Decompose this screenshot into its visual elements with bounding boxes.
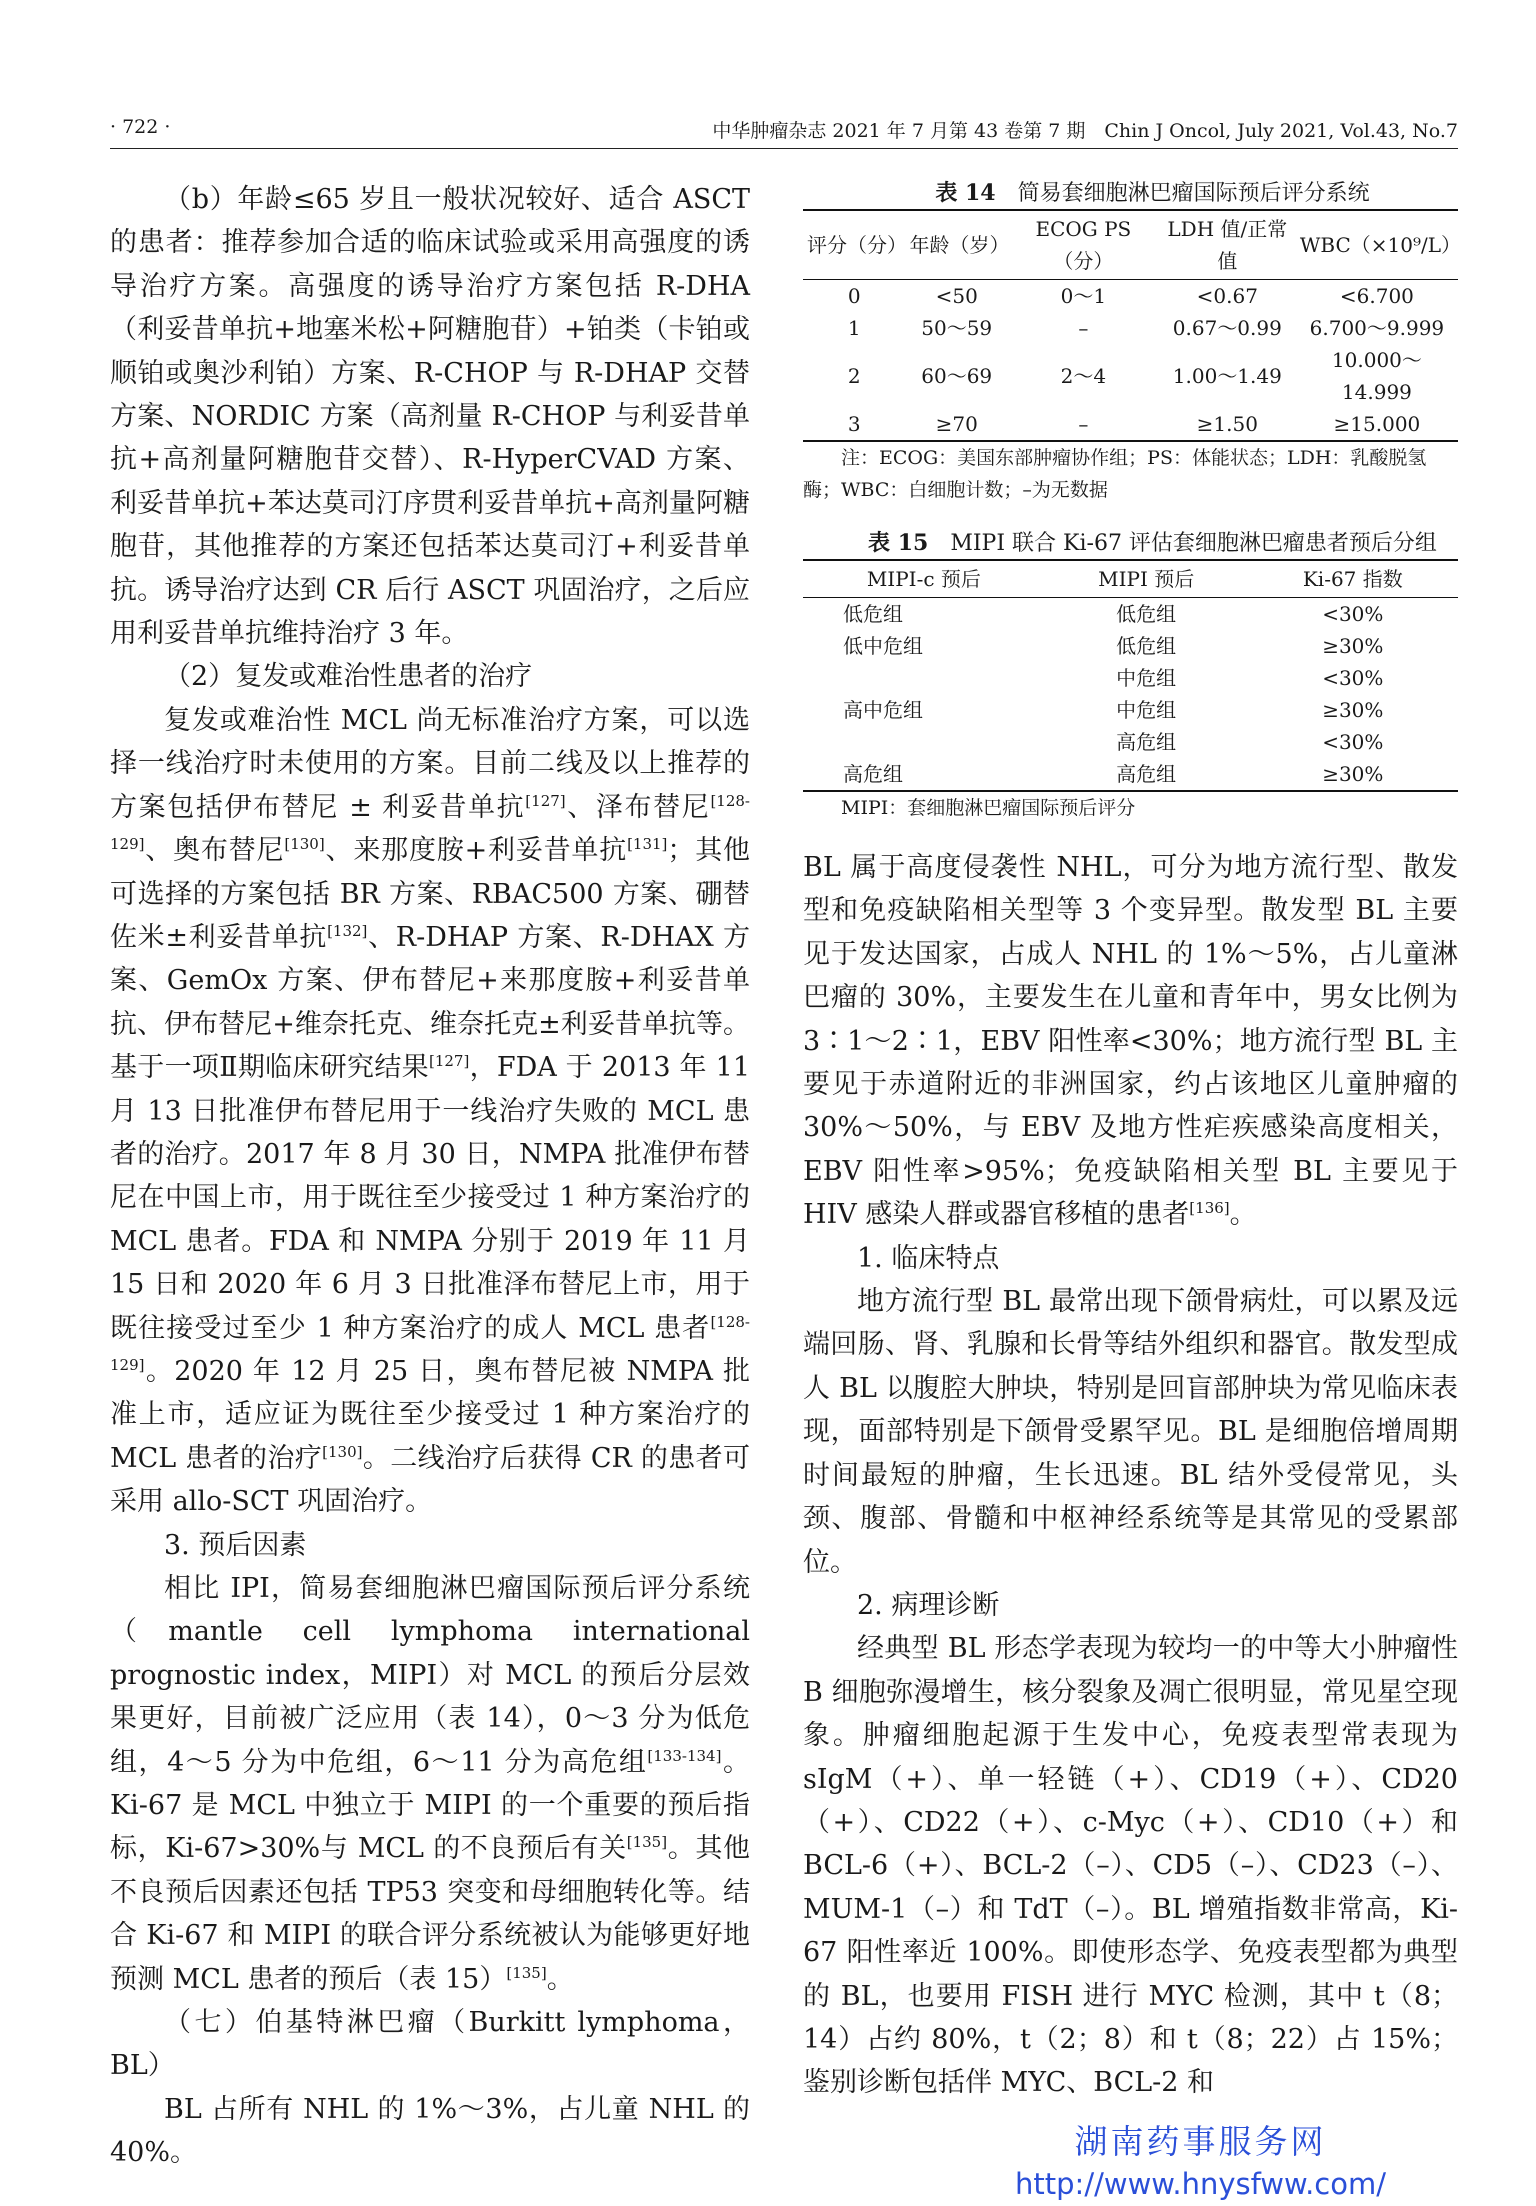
watermark bbox=[1015, 2116, 1386, 2201]
citation: [131] bbox=[627, 835, 668, 854]
paragraph: 经典型 BL 形态学表现为较均一的中等大小肿瘤性 B 细胞弥漫增生，核分裂象及凋亡很明显，常见星空现象。肿瘤细胞起源于生发中心，免疫表型常表现为 sIgM（+）、单一轻链（+）、CD19（+）、CD20（+）、CD22（+）、c-Myc（+）、CD10（+）和 BCL-6（+）、BCL-2（–）、CD5（–）、CD23（–）、MUM-1（–）和 TdT（–）。BL 增殖指数非常高，Ki-67 阳性率近 100%。即使形态学、免疫表型都为典型的 BL，也要用 FISH 进行 MYC 检测，其中 t（8；14）占约 80%，t（2；8）和 t（8；22）占 15%；鉴别诊断包括伴 MYC、BCL-2 和 bbox=[803, 1633, 1458, 2099]
journal-citation: 中华肿瘤杂志 2021 年 7 月第 43 卷第 7 期 Chin J Oncol, July 2021, Vol.43, No.7 bbox=[712, 120, 1458, 142]
page-header bbox=[110, 108, 1458, 149]
watermark-name: 湖南药事服务网 bbox=[1074, 2122, 1327, 2161]
section-heading: 1. 临床特点 bbox=[857, 1242, 1000, 1274]
table-row: 1 50～59 – 0.67～0.99 6.700～9.999 bbox=[847, 316, 1445, 340]
table-note: 注：ECOG：美国东部肿瘤协作组；PS：体能状态；LDH：乳酸脱氢酶；WBC：白细胞计数；–为无数据 bbox=[803, 447, 1427, 501]
citation: [133-134] bbox=[647, 1746, 722, 1765]
right-body bbox=[803, 846, 1458, 2105]
paragraph: 相比 IPI，简易套细胞淋巴瘤国际预后评分系统（mantle cell lymphoma international prognostic index，MIPI）对 MCL 的预后分层效果更好，目前被广泛应用（表 14），0～3 分为低危组，4～5 分为中危组，6～11 分为高危组[133-134]。Ki-67 是 MCL 中独立于 MIPI 的一个重要的预后指标，Ki-67>30%与 MCL 的不良预后有关[135]。其他不良预后因素还包括 TP53 突变和母细胞转化等。结合 Ki-67 和 MIPI 的联合评分系统被认为能够更好地预测 MCL 患者的预后（表 15）[135]。 bbox=[110, 1573, 750, 1995]
citation: [127] bbox=[525, 791, 566, 810]
citation: [132] bbox=[327, 921, 368, 940]
paragraph: 复发或难治性 MCL 尚无标准治疗方案，可以选择一线治疗时未使用的方案。目前二线及以上推荐的方案包括伊布替尼 ± 利妥昔单抗[127]、泽布替尼[128-129]、奥布替尼[130]、来那度胺+利妥昔单抗[131]；其他可选择的方案包括 BR 方案、RBAC500 方案、硼替佐米±利妥昔单抗[132]、R-DHAP 方案、R-DHAX 方案、GemOx 方案、伊布替尼+来那度胺+利妥昔单抗、伊布替尼+维奈托克、维奈托克±利妥昔单抗等。基于一项Ⅱ期临床研究结果[127]，FDA 于 2013 年 11 月 13 日批准伊布替尼用于一线治疗失败的 MCL 患者的治疗。2017 年 8 月 30 日，NMPA 批准伊布替尼在中国上市，用于既往至少接受过 1 种方案治疗的 MCL 患者。FDA 和 NMPA 分别于 2019 年 11 月 15 日和 2020 年 6 月 3 日批准泽布替尼上市，用于既往接受过至少 1 种方案治疗的成人 MCL 患者[128-129]。2020 年 12 月 25 日，奥布替尼被 NMPA 批准上市，适应证为既往至少接受过 1 种方案治疗的 MCL 患者的治疗[130]。二线治疗后获得 CR 的患者可采用 allo-SCT 巩固治疗。 bbox=[110, 704, 751, 1518]
section-heading: （2）复发或难治性患者的治疗 bbox=[164, 661, 533, 693]
page-number: · 722 · bbox=[110, 116, 171, 138]
table-row: 高危组 <30% bbox=[1116, 730, 1384, 754]
citation: [130] bbox=[322, 1442, 363, 1461]
watermark-url[interactable]: http://www.hnysfww.com/ bbox=[1015, 2167, 1386, 2201]
table-row: 2 60～69 2～4 1.00～1.49 10.000～14.999 bbox=[847, 348, 1422, 404]
table-row: 高中危组 中危组 ≥30% bbox=[843, 698, 1384, 722]
column-header: 评分（分） bbox=[803, 210, 905, 280]
citation: [130] bbox=[284, 835, 325, 854]
table-14 bbox=[803, 178, 1461, 506]
table-row: 0 <50 0～1 <0.67 <6.700 bbox=[847, 284, 1414, 308]
paragraph: BL 占所有 NHL 的 1%～3%，占儿童 NHL 的 40%。 bbox=[110, 2093, 750, 2169]
column-header: Ki-67 指数 bbox=[1248, 560, 1458, 598]
column-header: MIPI-c 预后 bbox=[803, 560, 1045, 598]
table-title: 表 15 MIPI 联合 Ki-67 评估套细胞淋巴瘤患者预后分组 bbox=[868, 530, 1437, 556]
citation: [135] bbox=[506, 1963, 547, 1982]
table-row: 3 ≥70 – ≥1.50 ≥15.000 bbox=[803, 408, 1458, 441]
column-header: WBC（×10⁹/L） bbox=[1296, 210, 1458, 280]
table-15 bbox=[803, 528, 1458, 824]
mipi-ki67-table bbox=[803, 559, 1458, 792]
paragraph: 地方流行型 BL 最常出现下颌骨病灶，可以累及远端回肠、肾、乳腺和长骨等结外组织和器官。散发型成人 BL 以腹腔大肿块，特别是回盲部肿块为常见临床表现，面部特别是下颌骨受累罕见。BL 是细胞倍增周期时间最短的肿瘤，生长迅速。BL 结外受侵常见，头颈、腹部、骨髓和中枢神经系统等是其常见的受累部位。 bbox=[803, 1286, 1458, 1578]
column-header: MIPI 预后 bbox=[1045, 560, 1248, 598]
table-note: MIPI：套细胞淋巴瘤国际预后评分 bbox=[841, 797, 1136, 819]
citation: [135] bbox=[626, 1833, 668, 1852]
table-row: 低中危组 低危组 ≥30% bbox=[843, 634, 1384, 658]
right-column bbox=[803, 178, 1461, 2105]
citation: [136] bbox=[1189, 1199, 1230, 1218]
section-heading: 3. 预后因素 bbox=[164, 1529, 307, 1561]
table-title: 表 14 简易套细胞淋巴瘤国际预后评分系统 bbox=[935, 180, 1370, 206]
paragraph: BL 属于高度侵袭性 NHL，可分为地方流行型、散发型和免疫缺陷相关型等 3 个变异型。散发型 BL 主要见于发达国家，占成人 NHL 的 1%～5%，占儿童淋巴瘤的 30%，主要发生在儿童和青年中，男女比例为 3∶1～2∶1，EBV 阳性率<30%；地方流行型 BL 主要见于赤道附近的非洲国家，约占该地区儿童肿瘤的 30%～50%，与 EBV 及地方性疟疾感染高度相关，EBV 阳性率>95%；免疫缺陷相关型 BL 主要见于 HIV 感染人群或器官移植的患者[136]。 bbox=[803, 852, 1458, 1231]
table-row: 高危组 高危组 ≥30% bbox=[803, 758, 1458, 791]
left-column bbox=[110, 178, 750, 2175]
table-row: 中危组 <30% bbox=[1116, 666, 1384, 690]
citation: [128-129] bbox=[110, 791, 751, 854]
section-heading: 2. 病理诊断 bbox=[857, 1589, 1000, 1621]
column-header: LDH 值/正常值 bbox=[1159, 210, 1296, 280]
column-header: ECOG PS（分） bbox=[1008, 210, 1159, 280]
column-header: 年龄（岁） bbox=[905, 210, 1007, 280]
table-row: 低危组 低危组 <30% bbox=[843, 602, 1384, 626]
citation: [127] bbox=[428, 1052, 470, 1071]
section-heading: （七）伯基特淋巴瘤（Burkitt lymphoma，BL） bbox=[110, 2007, 750, 2082]
prognostic-score-table bbox=[803, 209, 1461, 442]
citation: [128-129] bbox=[110, 1312, 750, 1374]
paragraph: （b）年龄≤65 岁且一般状况较好、适合 ASCT 的患者：推荐参加合适的临床试验或采用高强度的诱导治疗方案。高强度的诱导治疗方案包括 R-DHA（利妥昔单抗+地塞米松+阿糖胞苷）+铂类（卡铂或顺铂或奥沙利铂）方案、R-CHOP 与 R-DHAP 交替方案、NORDIC 方案（高剂量 R-CHOP 与利妥昔单抗+高剂量阿糖胞苷交替）、R-HyperCVAD 方案、利妥昔单抗+苯达莫司汀序贯利妥昔单抗+高剂量阿糖胞苷，其他推荐的方案还包括苯达莫司汀+利妥昔单抗。诱导治疗达到 CR 后行 ASCT 巩固治疗，之后应用利妥昔单抗维持治疗 3 年。 bbox=[110, 184, 750, 650]
